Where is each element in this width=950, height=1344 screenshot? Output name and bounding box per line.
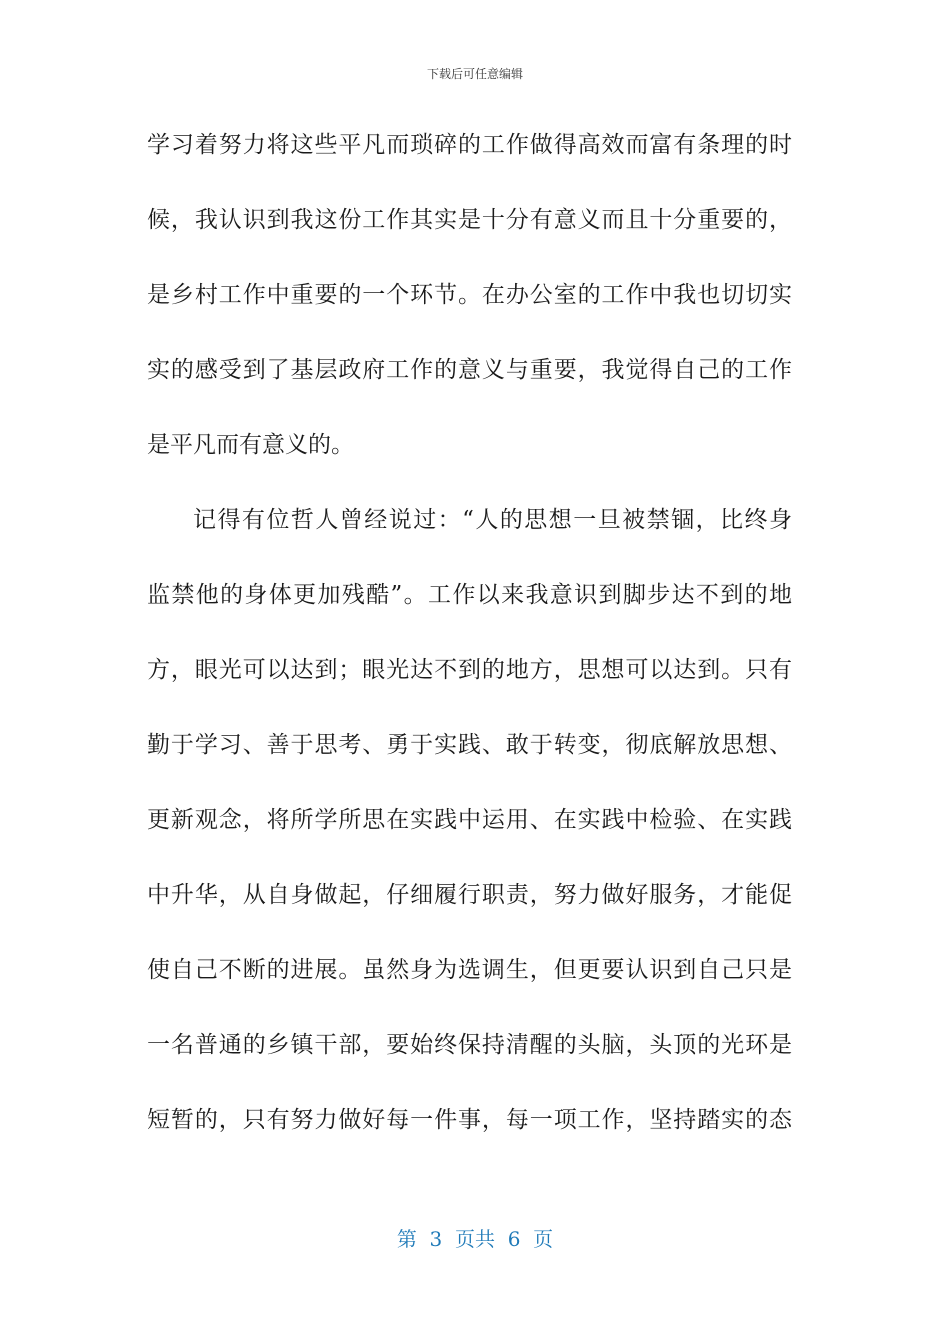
text-line: 一名普通的乡镇干部，要始终保持清醒的头脑，头顶的光环是 <box>147 1032 792 1058</box>
text-line: 更新观念，将所学所思在实践中运用、在实践中检验、在实践 <box>147 807 792 833</box>
page-number-footer: 第 3 页共 6 页 <box>396 1227 554 1251</box>
text-line: 学习着努力将这些平凡而琐碎的工作做得高效而富有条理的时 <box>147 132 792 158</box>
text-line: 短暂的，只有努力做好每一件事，每一项工作，坚持踏实的态 <box>147 1107 792 1133</box>
text-line: 实的感受到了基层政府工作的意义与重要，我觉得自己的工作 <box>147 357 792 383</box>
text-line: 中升华，从自身做起，仔细履行职责，努力做好服务，才能促 <box>147 882 792 908</box>
page-header: 下载后可任意编辑 <box>426 67 523 81</box>
text-line: 方，眼光可以达到；眼光达不到的地方，思想可以达到。只有 <box>147 657 792 683</box>
text-line: 是平凡而有意义的。 <box>147 432 354 458</box>
text-line: 监禁他的身体更加残酷”。工作以来我意识到脚步达不到的地 <box>147 582 792 608</box>
text-line: 勤于学习、善于思考、勇于实践、敢于转变，彻底解放思想、 <box>147 732 792 758</box>
text-line: 候，我认识到我这份工作其实是十分有意义而且十分重要的， <box>147 207 792 233</box>
text-line: 是乡村工作中重要的一个环节。在办公室的工作中我也切切实 <box>147 282 792 308</box>
document-body <box>147 122 792 1172</box>
paragraph-first-line: 记得有位哲人曾经说过：“人的思想一旦被禁锢，比终身 <box>193 507 792 533</box>
text-line: 使自己不断的进展。虽然身为选调生，但更要认识到自己只是 <box>147 957 792 983</box>
